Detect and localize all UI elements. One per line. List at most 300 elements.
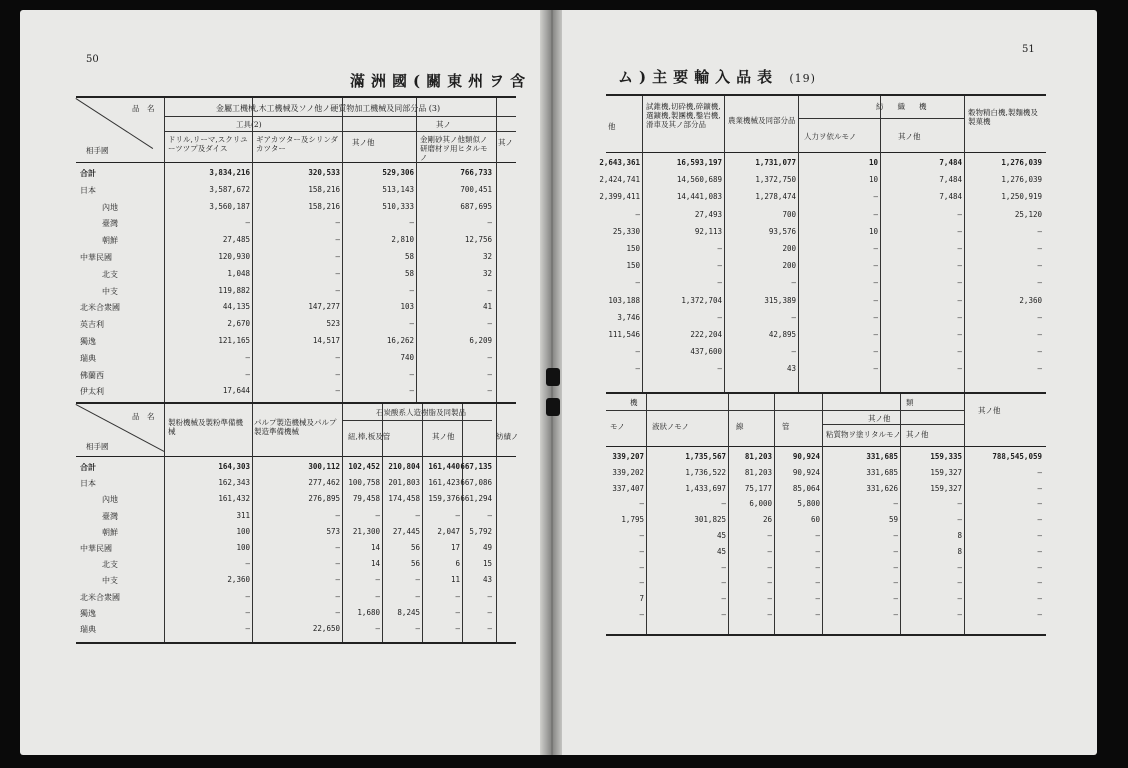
row-value: 45 — [716, 531, 726, 540]
row-value: — — [815, 531, 820, 540]
table-row — [606, 527, 1046, 543]
row-value: 6,000 — [749, 499, 772, 509]
row-value: — — [455, 510, 460, 520]
row-value: — — [335, 607, 340, 617]
row-value: — — [893, 531, 898, 540]
row-value: 437,600 — [690, 347, 722, 357]
row-value: — — [245, 369, 250, 379]
table-row — [606, 326, 1046, 343]
row-value: 56 — [410, 543, 420, 552]
col-header-spinning: 紡績ノ — [496, 432, 519, 441]
row-value: 339,207 — [612, 452, 644, 461]
row-value: 60 — [810, 515, 820, 525]
row-value: — — [1037, 330, 1042, 339]
table-row — [76, 349, 516, 366]
row-value: 331,685 — [866, 452, 898, 461]
table-row — [606, 574, 1046, 590]
row-value: — — [957, 209, 962, 219]
row-value: 311 — [236, 510, 250, 520]
row-value: 161,432 — [218, 494, 250, 504]
row-value: 700,451 — [460, 184, 492, 194]
row-value: 90,924 — [792, 467, 820, 477]
row-value: — — [245, 591, 250, 601]
row-value: — — [721, 578, 726, 588]
col-header-pipe: 管 — [782, 422, 790, 431]
row-value: 788,545,059 — [992, 452, 1042, 461]
row-value: 43 — [482, 575, 492, 585]
row-label: 朝鮮 — [102, 236, 118, 246]
table-row — [76, 248, 516, 265]
row-label: 北支 — [102, 269, 118, 279]
table-row — [76, 198, 516, 215]
table-row — [606, 543, 1046, 559]
row-value: — — [873, 261, 878, 271]
row-value: 573 — [326, 526, 340, 536]
row-value: — — [487, 510, 492, 520]
row-value: 92,113 — [694, 226, 722, 236]
row-value: 25,330 — [612, 226, 640, 236]
row-value: 320,533 — [308, 168, 340, 177]
row-value: 3,746 — [617, 312, 640, 322]
row-value: — — [409, 369, 414, 379]
row-label: 獨逸 — [80, 608, 96, 618]
col-header-pulp: パルプ製造機械及パルプ製造準備機械 — [254, 418, 337, 436]
page-title-right — [618, 66, 816, 87]
row-value: 102,452 — [348, 462, 380, 471]
row-value: 740 — [400, 352, 414, 362]
row-value: 164,303 — [218, 462, 250, 471]
row-value: 1,795 — [621, 515, 644, 525]
row-value: 42,895 — [768, 330, 796, 339]
row-value: 200 — [782, 261, 796, 271]
row-value: 103,188 — [608, 295, 640, 305]
row-value: 1,372,750 — [755, 175, 796, 185]
row-value: — — [375, 575, 380, 585]
row-value: 1,278,474 — [755, 192, 796, 202]
row-value: 7 — [639, 594, 644, 604]
row-value: — — [815, 594, 820, 604]
col-header-other-c: 其ノ他 — [978, 406, 1001, 415]
row-value: — — [957, 499, 962, 509]
row-value: 3,587,672 — [209, 184, 250, 194]
row-value: — — [1037, 562, 1042, 572]
row-value: 337,407 — [612, 483, 644, 493]
table-row — [606, 223, 1046, 240]
row-label: 英吉利 — [80, 320, 104, 330]
table-row — [76, 490, 516, 506]
row-value: — — [639, 546, 644, 556]
row-value: 49 — [482, 543, 492, 552]
row-value: — — [487, 386, 492, 396]
left-page — [20, 10, 560, 755]
row-value: — — [335, 510, 340, 520]
row-value: 90,924 — [792, 452, 820, 461]
row-value: 56 — [410, 559, 420, 569]
row-value: 45 — [716, 546, 726, 556]
row-value: — — [893, 499, 898, 509]
row-value: 523 — [326, 319, 340, 329]
row-value: 159,327 — [930, 467, 962, 477]
row-value: 15 — [482, 559, 492, 569]
table-row — [606, 464, 1046, 480]
row-value: — — [335, 386, 340, 396]
row-value: — — [409, 218, 414, 228]
row-value: 58 — [404, 268, 414, 278]
row-value: — — [409, 386, 414, 396]
row-value: — — [635, 278, 640, 288]
row-value: 27,493 — [694, 209, 722, 219]
row-value: 7,484 — [939, 175, 962, 185]
row-value: — — [639, 562, 644, 572]
row-value: 174,458 — [388, 494, 420, 504]
row-value: 667,086 — [460, 478, 492, 488]
row-value: 1,731,077 — [755, 158, 796, 167]
row-value: 1,736,522 — [685, 467, 726, 477]
row-value: — — [335, 268, 340, 278]
row-value: — — [335, 252, 340, 261]
row-label: 佛蘭西 — [80, 370, 104, 380]
row-value: 1,735,567 — [685, 452, 726, 461]
row-value: — — [893, 594, 898, 604]
row-value: 1,048 — [227, 268, 250, 278]
row-label: 中華民國 — [80, 544, 112, 553]
row-value: 21,300 — [352, 526, 380, 536]
row-value: — — [487, 285, 492, 295]
col-header-sheet: 紐,棒,板及管 — [348, 432, 391, 441]
row-value: 315,389 — [764, 295, 796, 305]
row-value: 210,804 — [388, 462, 420, 471]
row-label: 臺灣 — [102, 511, 118, 521]
row-value: — — [893, 562, 898, 572]
row-value: 150 — [626, 244, 640, 253]
row-label: 北米合衆國 — [80, 592, 120, 602]
row-value: 44,135 — [222, 302, 250, 312]
table-row — [76, 474, 516, 490]
row-value: 158,216 — [308, 201, 340, 211]
table-row — [606, 606, 1046, 622]
page-number-right: 51 — [1022, 44, 1035, 55]
row-value: — — [957, 515, 962, 525]
row-value: 766,733 — [460, 168, 492, 177]
row-value: — — [767, 578, 772, 588]
row-value: 2,424,741 — [599, 175, 640, 185]
row-label: 朝鮮 — [102, 527, 118, 537]
table-row — [76, 298, 516, 315]
row-value: 14 — [370, 559, 380, 569]
row-value: — — [717, 261, 722, 271]
row-value: — — [815, 610, 820, 619]
row-value: 510,333 — [382, 201, 414, 211]
row-value: 12,756 — [464, 235, 492, 245]
row-value: 700 — [782, 209, 796, 219]
table-row — [606, 309, 1046, 326]
row-value: 16,262 — [386, 336, 414, 345]
row-value: — — [717, 364, 722, 374]
col-header-flour: 製粉機械及製粉準備機械 — [168, 418, 243, 436]
row-value: 159,327 — [930, 483, 962, 493]
row-value: 1,433,697 — [685, 483, 726, 493]
row-value: 276,895 — [308, 494, 340, 504]
table-row — [599, 154, 1046, 171]
page-title-right-text: ム)主要輸入品表 — [618, 68, 779, 86]
row-value: — — [957, 226, 962, 236]
row-label: 臺灣 — [102, 219, 118, 229]
row-label: 合計 — [80, 462, 96, 472]
row-value: — — [791, 278, 796, 288]
table-row — [606, 448, 1046, 464]
table-row — [606, 559, 1046, 575]
row-value: 14,517 — [312, 336, 340, 345]
row-value: — — [335, 369, 340, 379]
row-value: — — [957, 295, 962, 305]
row-value: — — [487, 607, 492, 617]
table-row — [76, 265, 516, 282]
group-header-resin: 石炭酸系人造樹脂及同製品 — [376, 408, 466, 417]
row-value: — — [639, 531, 644, 540]
table-row — [606, 511, 1046, 527]
row-value: — — [415, 591, 420, 601]
table-row — [606, 257, 1046, 274]
row-value: — — [245, 559, 250, 569]
row-value: — — [245, 218, 250, 228]
row-value: — — [1037, 483, 1042, 493]
sub-header-tools: 工具(2) — [236, 120, 262, 129]
row-value: — — [873, 295, 878, 305]
row-value: — — [335, 352, 340, 362]
row-value: — — [639, 499, 644, 509]
row-value: — — [767, 562, 772, 572]
table-row — [606, 590, 1046, 606]
row-value: — — [415, 510, 420, 520]
table-row — [606, 206, 1046, 223]
row-value: 119,882 — [218, 285, 250, 295]
row-value: 2,810 — [391, 235, 414, 245]
row-value: — — [1037, 278, 1042, 288]
right-page — [562, 10, 1097, 755]
row-value: 75,177 — [744, 483, 772, 493]
sub-header-other: 其ノ — [436, 120, 451, 129]
row-value: 277,462 — [308, 478, 340, 488]
row-value: 14 — [370, 543, 380, 552]
right-table-2 — [606, 392, 1046, 636]
row-value: — — [335, 559, 340, 569]
row-value: — — [873, 209, 878, 219]
row-label: 中支 — [102, 576, 118, 586]
row-value: — — [815, 578, 820, 588]
left-table-2 — [76, 402, 519, 644]
row-value: — — [335, 218, 340, 228]
right-table-1 — [599, 94, 1046, 394]
row-value: 43 — [786, 364, 796, 374]
row-value: 162,343 — [218, 478, 250, 488]
corner-label-country-2: 相手國 — [86, 442, 109, 451]
row-label: 瑞典 — [80, 353, 96, 363]
row-value: — — [717, 278, 722, 288]
row-value: 7,484 — [939, 192, 962, 202]
row-value: 100 — [236, 543, 250, 552]
row-value: 331,626 — [866, 483, 898, 493]
row-value: — — [1037, 515, 1042, 525]
row-value: — — [375, 591, 380, 601]
table-row — [76, 164, 516, 181]
row-value: 100 — [236, 526, 250, 536]
table-row — [76, 181, 516, 198]
row-value: — — [1037, 499, 1042, 509]
table-row — [76, 366, 516, 383]
row-value: — — [487, 591, 492, 601]
row-value: — — [767, 531, 772, 540]
row-value: — — [791, 312, 796, 322]
group-header-class: 類 — [906, 398, 914, 407]
row-value: 2,399,411 — [599, 192, 640, 202]
row-value: — — [791, 347, 796, 357]
table-row — [76, 588, 516, 604]
col-header-other-b: 其ノ他 — [906, 430, 929, 439]
row-value: 25,120 — [1014, 209, 1042, 219]
row-value: 161,440 — [428, 462, 460, 471]
row-label: 伊太利 — [80, 387, 104, 397]
row-value: — — [415, 624, 420, 633]
row-value: 300,112 — [308, 462, 340, 471]
row-value: — — [1037, 578, 1042, 588]
row-value: — — [957, 330, 962, 339]
left-table-2-header — [76, 404, 519, 457]
row-value: 2,047 — [437, 526, 460, 536]
row-value: — — [455, 624, 460, 633]
row-value: — — [957, 562, 962, 572]
row-value: 10 — [868, 175, 878, 185]
table-row — [599, 188, 1046, 205]
row-value: — — [873, 330, 878, 339]
col-header-adhesive: 粘質物ヲ塗リタルモノ — [826, 430, 901, 439]
left-table-1 — [76, 96, 516, 404]
col-header-manual: 人力ヲ依ルモノ — [804, 132, 857, 141]
row-value: — — [893, 610, 898, 619]
row-value: 111,546 — [608, 330, 640, 339]
row-value: — — [721, 499, 726, 509]
row-value: — — [957, 244, 962, 253]
row-value: 3,560,187 — [209, 201, 250, 211]
col-header-4: 金剛砂其ノ他類似ノ研磨材ヲ用ヒタルモノ — [420, 135, 488, 162]
row-value: — — [893, 546, 898, 556]
table-row — [76, 507, 516, 523]
row-value: 200 — [782, 244, 796, 253]
row-value: 120,930 — [218, 252, 250, 261]
row-label: 北支 — [102, 560, 118, 570]
row-value: 513,143 — [382, 184, 414, 194]
row-value: 1,276,039 — [1001, 175, 1042, 185]
row-value: 26 — [762, 515, 772, 525]
row-value: — — [1037, 364, 1042, 374]
table-row — [76, 282, 516, 299]
row-value: 1,250,919 — [1001, 192, 1042, 202]
row-value: — — [635, 209, 640, 219]
row-value: 17 — [450, 543, 460, 552]
row-value: 58 — [404, 252, 414, 261]
binder-clip — [546, 368, 560, 386]
row-value: — — [957, 312, 962, 322]
row-value: — — [717, 244, 722, 253]
row-value: — — [487, 319, 492, 329]
row-value: 1,680 — [357, 607, 380, 617]
table-row — [606, 240, 1046, 257]
row-value: — — [717, 312, 722, 322]
row-value: — — [455, 607, 460, 617]
row-value: — — [721, 562, 726, 572]
row-value: — — [335, 575, 340, 585]
row-value: 81,203 — [744, 452, 772, 461]
corner-label-item-2: 品 名 — [132, 412, 155, 421]
table-row — [606, 495, 1046, 511]
col-header-agri: 農業機械及同部分品 — [728, 116, 796, 125]
row-value: — — [487, 218, 492, 228]
table-row — [606, 292, 1046, 309]
row-value: 10 — [868, 226, 878, 236]
table-row — [76, 382, 516, 399]
row-value: — — [721, 594, 726, 604]
row-value: — — [639, 610, 644, 619]
row-value: 331,685 — [866, 467, 898, 477]
row-value: — — [1037, 226, 1042, 236]
row-value: — — [1037, 347, 1042, 357]
row-label: 日本 — [80, 185, 96, 195]
row-label: 中華民國 — [80, 253, 112, 262]
row-value: 339,202 — [612, 467, 644, 477]
row-value: 81,203 — [744, 467, 772, 477]
row-value: 5,792 — [469, 526, 492, 536]
row-value: — — [245, 607, 250, 617]
table-row — [606, 343, 1046, 360]
row-value: — — [957, 594, 962, 604]
row-label: 內地 — [102, 202, 118, 212]
row-value: — — [375, 510, 380, 520]
row-value: — — [335, 235, 340, 245]
row-value: — — [873, 278, 878, 288]
row-value: 103 — [400, 302, 414, 312]
row-value: — — [245, 352, 250, 362]
table-row — [76, 332, 516, 349]
row-value: 147,277 — [308, 302, 340, 312]
col-header-loom-other: 其ノ他 — [898, 132, 921, 141]
row-value: — — [487, 624, 492, 633]
row-value: — — [873, 192, 878, 202]
row-value: — — [957, 578, 962, 588]
row-value: — — [335, 543, 340, 552]
row-value: 59 — [888, 515, 898, 525]
row-value: 6,209 — [469, 336, 492, 345]
row-value: — — [957, 261, 962, 271]
col-header-3: 其ノ他 — [352, 138, 375, 147]
col-header-grain: 穀物精白機,製麵機及製菓機 — [968, 108, 1038, 126]
row-value: 14,441,083 — [676, 192, 722, 202]
row-value: 661,294 — [460, 494, 492, 504]
row-label: 北米合衆國 — [80, 303, 120, 313]
row-value: 201,803 — [388, 478, 420, 488]
row-value: 2,360 — [227, 575, 250, 585]
row-value: 158,216 — [308, 184, 340, 194]
col-header-other-a: 其ノ他 — [868, 414, 891, 423]
table-row — [606, 360, 1046, 377]
row-label: 獨逸 — [80, 337, 96, 346]
row-value: — — [415, 575, 420, 585]
row-value: 93,576 — [768, 226, 796, 236]
right-table-2-header — [606, 394, 1046, 447]
row-value: 159,335 — [930, 452, 962, 461]
row-value: — — [1037, 312, 1042, 322]
row-value: 2,643,361 — [599, 158, 640, 167]
table-row — [76, 523, 516, 539]
row-value: 121,165 — [218, 336, 250, 345]
